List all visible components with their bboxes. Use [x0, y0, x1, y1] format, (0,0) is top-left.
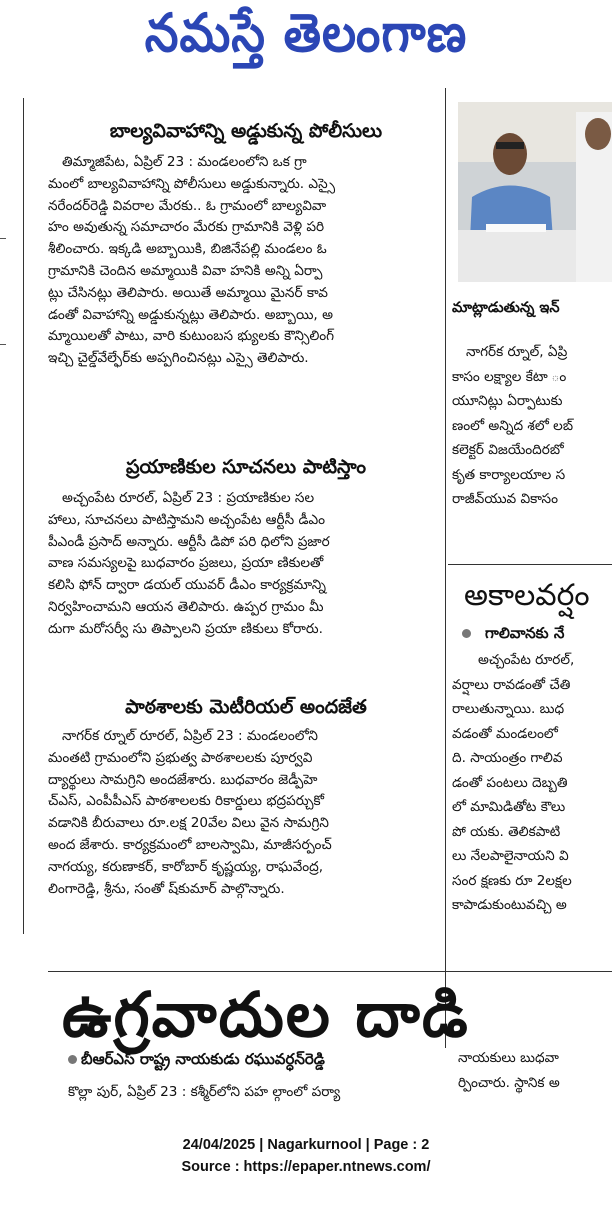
bottom-banner-headline: ఉగ్రవాదుల దాడి — [62, 978, 470, 1051]
newspaper-clip — [0, 88, 612, 1136]
news-photo-image — [458, 102, 612, 282]
article-3 — [48, 694, 444, 900]
article-3-line: అంద జేశారు. కార్యక్రమంలో బాలస్వామి, మాజీసర్పంచ్ — [48, 836, 332, 853]
column-divider-right — [445, 88, 446, 1048]
right-heading: అకాలవర్షం — [464, 578, 590, 613]
right-article-bottom — [452, 576, 612, 918]
footer — [0, 1134, 612, 1178]
article-1-line: ఇచ్చి చైల్డ్‌వేల్ఫేర్‌కు అప్పగించినట్లు ఎస్సై తెలిపారు. — [48, 350, 309, 367]
right-line: ర్పించారు. స్థానిక అ — [458, 1074, 560, 1091]
article-1-line: శీలించారు. ఇక్కడి అబ్బాయికి, బిజినేపల్లి మండలం ఓ — [48, 241, 327, 258]
right-line: కాపాడుకుంటువచ్చి అ — [452, 897, 567, 913]
right-line: లో మామిడితోట కౌలు — [452, 799, 566, 815]
article-3-line: చ్‌ఎస్, ఎంపీపీఎస్ పాఠశాలలకు రికార్డులు భద్రపర్చుకో — [48, 793, 324, 810]
article-2-line: అచ్చంపేట రూరల్, ఏప్రిల్ 23 : ప్రయాణికుల సల — [62, 490, 315, 506]
bottom-subheading-row — [68, 1050, 325, 1072]
right-line: వడంతో మండలంలో — [452, 725, 558, 742]
right-line: ణంలో అన్నిద శలో లబ్ — [452, 417, 574, 434]
article-1-line: గ్రామానికి చెందిన అమ్మాయికి వివా హనికి అన్ని ఏర్పా — [48, 262, 323, 279]
article-1-line: డంతో వివాహాన్ని అడ్డుకున్నట్లు తెలిపారు. అబ్బాయి, అ — [48, 306, 333, 323]
article-3-line: నాగయ్య, కరుణాకర్, కారోబార్ కృష్ణయ్య, రాఘవేంద్ర, — [48, 858, 324, 875]
article-1-line: నరేందర్‌రెడ్డి వివరాల మేరకు.. ఓ గ్రామంలో బాల్యవివా — [48, 197, 327, 214]
article-2-line: వాణ సమస్యలపై బుధవారం ప్రజలు, ప్రయా ణికులతో — [48, 555, 324, 572]
article-1-headline: బాల్యవివాహాన్ని అడ్డుకున్న పోలీసులు — [109, 120, 383, 142]
article-2-line: నిర్వహించామని ఆయన తెలిపారు. ఉప్పర గ్రామం మీ — [48, 598, 324, 615]
right-line: నాగర్‌క ర్నూల్, ఏప్రి — [466, 344, 568, 360]
article-3-line: నాగర్‌క ర్నూల్ రూరల్, ఏప్రిల్ 23 : మండలంలోని — [62, 728, 318, 744]
photo-caption: మాట్లాడుతున్న ఇన్ — [452, 300, 560, 316]
article-1-line: హం అవుతున్న సమాచారం మేరకు గ్రామానికి వెళ్లి పరి — [48, 219, 325, 236]
right-line: సంర క్షణకు రూ 2లక్షల — [452, 872, 572, 889]
right-line: రాలుతున్నాయి. బుధ — [452, 701, 565, 717]
right-line: రాజీవ్‌యువ వికాసం — [452, 491, 558, 507]
news-photo — [458, 102, 612, 282]
right-line: అచ్చంపేట రూరల్, — [478, 652, 575, 668]
article-1-body — [48, 152, 444, 370]
footer-source-line: Source : https://epaper.ntnews.com/ — [181, 1159, 431, 1175]
right-line: పో యకు. తెలికపాటి — [452, 823, 561, 840]
right-article-top — [452, 340, 612, 512]
bottom-section-divider — [48, 971, 612, 972]
article-3-headline: పాఠశాలకు మెటీరియల్ అందజేత — [125, 696, 367, 718]
article-1-line: తిమ్మాజిపేట, ఏప్రిల్ 23 : మండలంలోని ఒక గ్రా — [62, 154, 307, 170]
article-3-line: వడానికి బీరువాలు రూ.లక్ష 20వేల విలు వైన సామగ్రిని — [48, 815, 329, 832]
right-line: కృత కార్యాలయాల స — [452, 466, 566, 483]
right-line: నాయకులు బుధవా — [458, 1050, 559, 1066]
right-line: వర్షాలు రావడంతో చేతి — [452, 676, 571, 693]
right-column — [452, 298, 612, 318]
masthead-title: నమస్తే తెలంగాణ — [144, 2, 468, 65]
article-3-line: ద్యార్థులు సామగ్రిని అందజేశారు. బుధవారం జెడ్పీహె — [48, 771, 318, 788]
left-edge-remnant — [0, 88, 14, 1136]
article-2-headline: ప్రయాణికుల సూచనలు పాటిస్తాం — [125, 456, 367, 478]
footer-date-line: 24/04/2025 | Nagarkurnool | Page : 2 — [182, 1137, 430, 1153]
right-line: డంతో పంటలు దెబ్బతి — [452, 774, 568, 791]
article-1-line: మంలో బాల్యవివాహాన్ని పోలీసులు అడ్డుకున్నారు. ఎస్సై — [48, 175, 336, 192]
article-1-line: ట్లు చేసినట్లు తెలిపారు. అయితే అమ్మాయి మైనర్ కావ — [48, 284, 328, 301]
article-2-line: దుగా మరోసర్వీ సు తిప్పాలని ప్రయా ణికులు కోరారు. — [48, 620, 323, 637]
bullet-icon — [68, 1055, 77, 1064]
article-2-line: హాలు, సూచనలు పాటిస్తామని అచ్చంపేట ఆర్టీసీ డీఎం — [48, 511, 326, 528]
right-line: లు నేలపాలైనాయని వి — [452, 848, 569, 864]
right-line: ది. సాయంత్రం గాలివ — [452, 750, 563, 766]
article-2 — [48, 454, 444, 641]
right-subheading: గాలివానకు నే — [485, 624, 565, 642]
column-divider-left — [23, 98, 24, 934]
right-line: కలెక్టర్ విజయేందిరబో — [452, 442, 564, 458]
bullet-icon — [462, 629, 471, 638]
article-2-line: కలిసి ఫోన్ ద్వారా డయల్ యువర్ డీఎం కార్యక్రమాన్ని — [48, 577, 326, 594]
section-divider — [448, 564, 612, 565]
right-subheading-row — [452, 622, 612, 644]
article-1-line: మ్మాయిలతో పాటు, వారి కుటుంబస భ్యులకు కౌన్సిలింగ్ — [48, 328, 335, 345]
article-2-line: పీఎండీ ప్రసాద్ అన్నారు. ఆర్టీసీ డిపో పరి ధిలోని ప్రజార — [48, 533, 330, 550]
bottom-subheading: బీఆర్ఎస్ రాష్ట్ర నాయకుడు రఘువర్ధన్‌రెడ్డి — [81, 1050, 325, 1068]
bottom-right-lines — [458, 1046, 612, 1095]
bottom-first-line: కొల్లా పుర్, ఏప్రిల్ 23 : కశ్మీర్‌లోని పహ ల్గాంలో పర్యా — [68, 1084, 341, 1100]
article-3-line: లింగారెడ్డి, శ్రీను, సంతో ష్‌కుమార్ పాల్గొన్నారు. — [48, 880, 285, 897]
article-1 — [48, 118, 444, 370]
masthead — [0, 0, 612, 78]
article-3-line: మంతటి గ్రామంలోని ప్రభుత్వ పాఠశాలలకు పూర్వవి — [48, 749, 313, 766]
article-3-body — [48, 726, 444, 900]
article-2-body — [48, 488, 444, 641]
right-line: కాసం లక్ష్యాల కేటా ం — [452, 368, 567, 385]
right-line: యూనిట్లు ఏర్పాటుకు — [452, 393, 563, 409]
